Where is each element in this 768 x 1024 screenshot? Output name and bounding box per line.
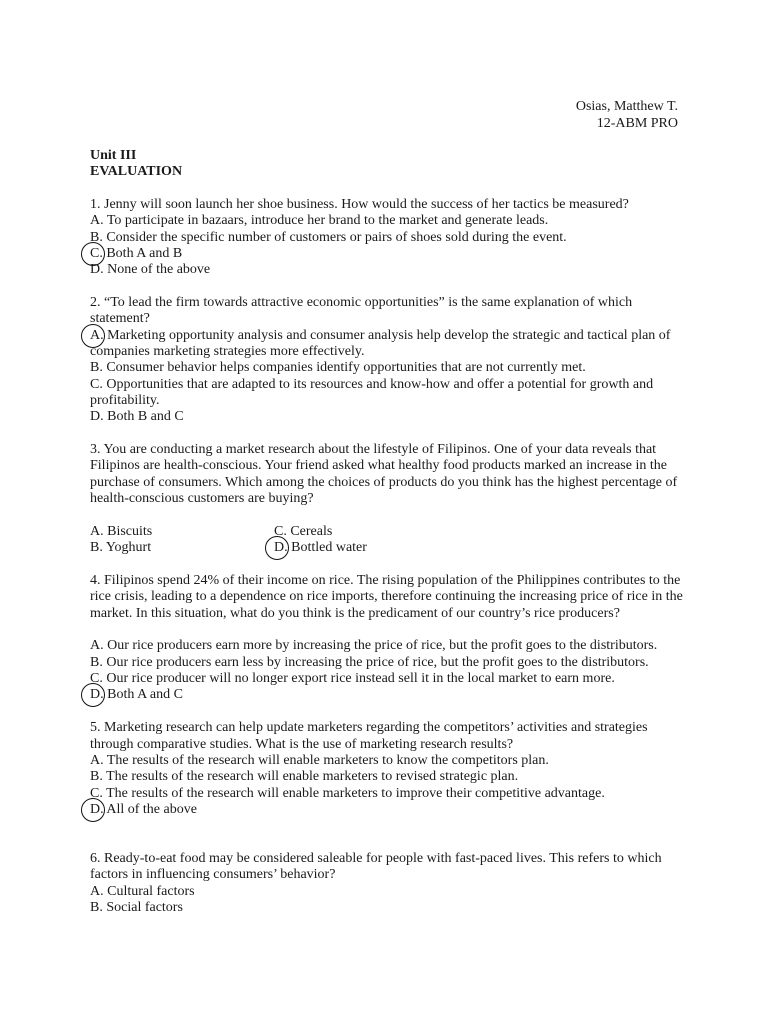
q3-option-d-letter: D. — [274, 540, 288, 555]
q4-option-c: C. Our rice producer will no longer export rice instead sell it in the local market to earn more. — [90, 671, 615, 686]
q2-option-a-cont: companies marketing strategies more effectively. — [90, 344, 365, 359]
q1-stem: 1. Jenny will soon launch her shoe business. How would the success of her tactics be measured? — [90, 197, 629, 212]
q6-stem-line1: 6. Ready-to-eat food may be considered saleable for people with fast-paced lives. This refers to which — [90, 851, 662, 866]
q4-option-d-text: Both A and C — [103, 687, 183, 702]
q1-answer-mark — [90, 246, 103, 262]
q3-stem-line3: purchase of consumers. Which among the choices of products do you think has the highest percentage of — [90, 475, 678, 490]
student-name: Osias, Matthew T. — [575, 99, 678, 114]
q5-stem-line2: through comparative studies. What is the use of marketing research results? — [90, 737, 514, 752]
q2-option-a-text: Marketing opportunity analysis and consumer analysis help develop the strategic and tactical plan of — [103, 328, 671, 343]
q5-answer-mark — [90, 802, 104, 818]
q1-option-c-text: Both A and B — [102, 246, 183, 261]
q2-stem-line2: statement? — [90, 311, 150, 326]
q3-option-b: B. Yoghurt — [90, 540, 152, 555]
q5-option-a: A. The results of the research will enable marketers to know the competitors plan. — [90, 753, 549, 768]
q2-option-a — [90, 328, 670, 344]
q2-stem-line1: 2. “To lead the firm towards attractive economic opportunities” is the same explanation of which — [90, 295, 633, 310]
q3-option-c: C. Cereals — [274, 524, 333, 539]
q1-option-a: A. To participate in bazaars, introduce her brand to the market and generate leads. — [90, 213, 549, 228]
q2-option-b: B. Consumer behavior helps companies identify opportunities that are not currently met. — [90, 360, 586, 375]
q1-option-c-letter: C. — [90, 246, 103, 261]
q4-stem-line1: 4. Filipinos spend 24% of their income on rice. The rising population of the Philippines contributes to the — [90, 573, 681, 588]
q3-stem-line1: 3. You are conducting a market research about the lifestyle of Filipinos. One of your data reveals that — [90, 442, 657, 457]
q4-option-b: B. Our rice producers earn less by increasing the price of rice, but the profit goes to the distributors. — [90, 655, 649, 670]
q4-answer-mark — [90, 687, 104, 703]
q3-stem-line4: health-conscious customers are buying? — [90, 491, 314, 506]
q3-option-d — [274, 540, 367, 556]
q4-option-a: A. Our rice producers earn more by increasing the price of rice, but the profit goes to the distributors. — [90, 638, 658, 653]
q4-option-d — [90, 687, 183, 703]
q4-stem-line3: market. In this situation, what do you think is the predicament of our country’s rice producers? — [90, 606, 620, 621]
q6-option-a: A. Cultural factors — [90, 884, 195, 899]
q5-option-d-text: All of the above — [103, 802, 197, 817]
q2-option-d: D. Both B and C — [90, 409, 184, 424]
q3-stem-line2: Filipinos are health-conscious. Your friend asked what healthy food products marked an increase in the — [90, 458, 667, 473]
unit-title: Unit III — [90, 148, 137, 163]
q5-option-c: C. The results of the research will enable marketers to improve their competitive advantage. — [90, 786, 605, 801]
student-section: 12-ABM PRO — [596, 116, 678, 131]
q3-answer-mark — [274, 540, 288, 556]
q2-option-a-letter: A. — [90, 328, 104, 343]
q1-option-c — [90, 246, 182, 262]
q1-option-d: D. None of the above — [90, 262, 211, 277]
q3-option-a: A. Biscuits — [90, 524, 153, 539]
q2-answer-mark — [90, 328, 104, 344]
q6-stem-line2: factors in influencing consumers’ behavior? — [90, 867, 336, 882]
q3-option-d-text: Bottled water — [287, 540, 367, 555]
q2-option-c: C. Opportunities that are adapted to its resources and know-how and offer a potential for growth and — [90, 377, 654, 392]
q6-option-b: B. Social factors — [90, 900, 183, 915]
q5-option-b: B. The results of the research will enable marketers to revised strategic plan. — [90, 769, 519, 784]
q5-option-d — [90, 802, 197, 818]
q4-stem-line2: rice crisis, leading to a dependence on rice imports, therefore continuing the increasing price of rice in the — [90, 589, 683, 604]
q1-option-b: B. Consider the specific number of customers or pairs of shoes sold during the event. — [90, 230, 567, 245]
q5-stem-line1: 5. Marketing research can help update marketers regarding the competitors’ activities and strategies — [90, 720, 648, 735]
q2-option-c-cont: profitability. — [90, 393, 160, 408]
q4-option-d-letter: D. — [90, 687, 104, 702]
q5-option-d-letter: D. — [90, 802, 104, 817]
evaluation-heading: EVALUATION — [90, 164, 183, 179]
